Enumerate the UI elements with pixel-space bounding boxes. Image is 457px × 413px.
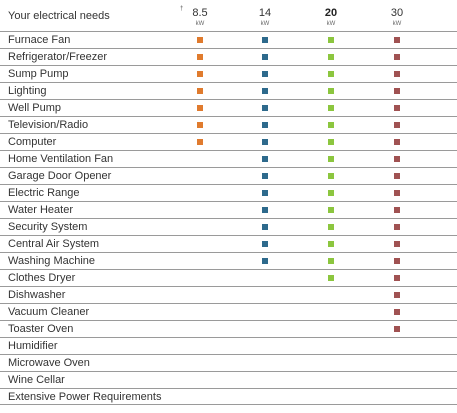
appliance-label: Lighting [8,85,47,97]
square-bullet-icon [328,105,334,111]
square-bullet-icon [394,241,400,247]
column-header-8-5kw [180,8,220,27]
appliance-label: Garage Door Opener [8,170,112,182]
square-bullet-icon [262,54,268,60]
square-bullet-icon [394,173,400,179]
square-bullet-icon [394,156,400,162]
appliance-label: Vacuum Cleaner [8,306,90,318]
square-bullet-icon [328,275,334,281]
square-bullet-icon [262,71,268,77]
column-kw-value: 14 [258,7,272,19]
square-bullet-icon [394,122,400,128]
square-bullet-icon [197,71,203,77]
appliance-label: Refrigerator/Freezer [8,51,108,63]
square-bullet-icon [394,309,400,315]
square-bullet-icon [262,207,268,213]
table-row [0,337,457,354]
appliance-label: Television/Radio [8,119,89,131]
table-row [0,371,457,388]
appliance-label: Water Heater [8,204,74,216]
appliance-label: Security System [8,221,88,233]
appliance-label: Furnace Fan [8,34,71,46]
square-bullet-icon [328,37,334,43]
square-bullet-icon [197,105,203,111]
square-bullet-icon [394,292,400,298]
square-bullet-icon [394,326,400,332]
square-bullet-icon [262,156,268,162]
table-row [0,65,457,82]
table-row [0,286,457,303]
square-bullet-icon [328,224,334,230]
square-bullet-icon [394,37,400,43]
square-bullet-icon [394,71,400,77]
appliance-label: Washing Machine [8,255,96,267]
square-bullet-icon [197,139,203,145]
square-bullet-icon [262,139,268,145]
footnote-marker: † [180,6,184,12]
square-bullet-icon [197,122,203,128]
appliance-label: Wine Cellar [8,374,65,386]
appliance-label: Humidifier [8,340,58,352]
square-bullet-icon [262,190,268,196]
table-row [0,167,457,184]
square-bullet-icon [197,37,203,43]
column-kw-value: 8.5 [192,7,208,19]
column-kw-unit: kW [195,21,205,27]
table-row [0,320,457,337]
column-kw-value: 30 [390,7,404,19]
table-row [0,48,457,65]
appliance-label: Computer [8,136,57,148]
column-header-20kw [311,8,351,27]
appliance-label: Well Pump [8,102,61,114]
square-bullet-icon [197,88,203,94]
table-row [0,116,457,133]
square-bullet-icon [328,156,334,162]
appliance-label: Extensive Power Requirements [8,391,162,403]
column-header-30kw [377,8,417,27]
square-bullet-icon [394,190,400,196]
table-row [0,388,457,405]
appliance-label: Toaster Oven [8,323,74,335]
table-header [0,0,457,32]
appliance-label: Sump Pump [8,68,69,80]
square-bullet-icon [328,54,334,60]
table-row [0,235,457,252]
square-bullet-icon [394,105,400,111]
table-row [0,303,457,320]
square-bullet-icon [394,258,400,264]
square-bullet-icon [328,88,334,94]
square-bullet-icon [262,122,268,128]
square-bullet-icon [262,258,268,264]
square-bullet-icon [262,37,268,43]
table-row [0,218,457,235]
square-bullet-icon [197,54,203,60]
appliance-rows [0,31,457,405]
table-row [0,99,457,116]
square-bullet-icon [262,224,268,230]
appliance-label: Clothes Dryer [8,272,76,284]
table-row [0,201,457,218]
square-bullet-icon [262,105,268,111]
square-bullet-icon [328,241,334,247]
appliance-label: Central Air System [8,238,100,250]
square-bullet-icon [262,241,268,247]
column-kw-unit: kW [260,21,270,27]
square-bullet-icon [394,207,400,213]
square-bullet-icon [394,139,400,145]
column-header-14kw [245,8,285,27]
table-title: Your electrical needs [8,10,110,22]
table-row [0,150,457,167]
table-row [0,252,457,269]
square-bullet-icon [394,224,400,230]
appliance-label: Dishwasher [8,289,66,301]
table-row [0,133,457,150]
appliance-label: Electric Range [8,187,80,199]
square-bullet-icon [394,88,400,94]
table-row [0,354,457,371]
square-bullet-icon [394,275,400,281]
column-kw-value: 20 [324,7,338,19]
square-bullet-icon [328,190,334,196]
column-kw-unit: kW [326,21,336,27]
square-bullet-icon [328,122,334,128]
square-bullet-icon [328,173,334,179]
table-row [0,82,457,99]
square-bullet-icon [328,139,334,145]
square-bullet-icon [262,173,268,179]
table-row [0,269,457,286]
square-bullet-icon [262,88,268,94]
table-row [0,31,457,48]
appliance-label: Home Ventilation Fan [8,153,114,165]
square-bullet-icon [328,258,334,264]
square-bullet-icon [328,71,334,77]
appliance-label: Microwave Oven [8,357,90,369]
square-bullet-icon [394,54,400,60]
column-kw-unit: kW [392,21,402,27]
square-bullet-icon [328,207,334,213]
table-row [0,184,457,201]
